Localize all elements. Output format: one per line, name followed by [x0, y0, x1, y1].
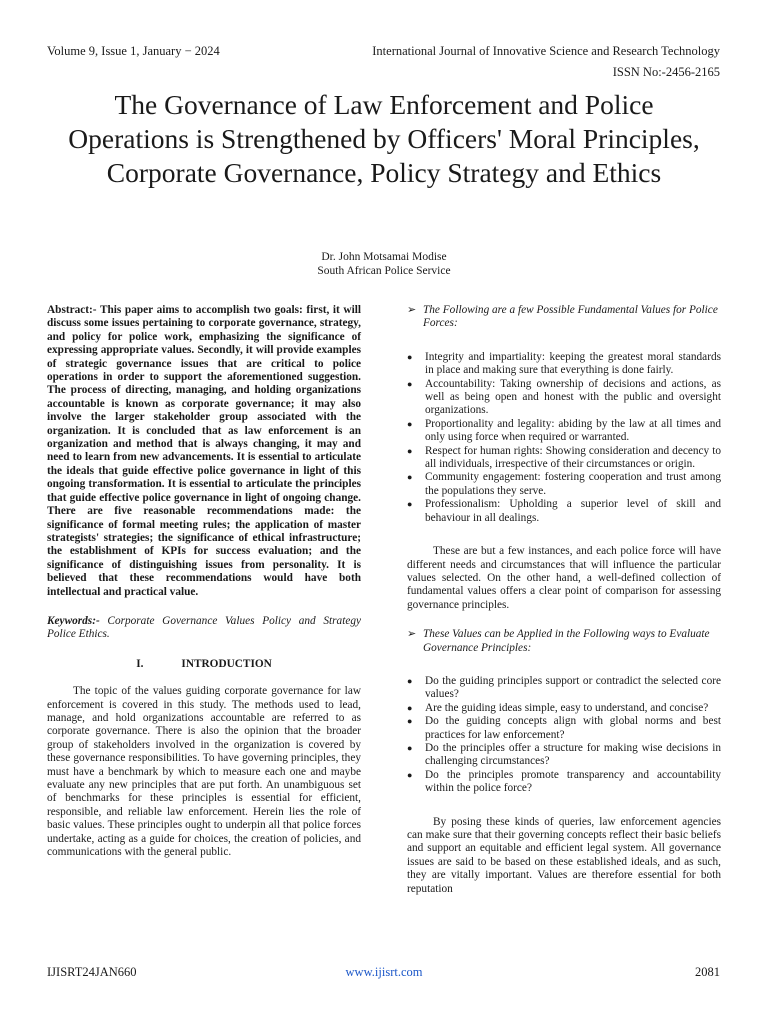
evaluation-list: [407, 675, 721, 796]
section-number: I.: [136, 657, 144, 670]
values-heading: [407, 304, 721, 331]
list-item: ● Do the principles offer a structure for making wise decisions in challenging circumstances?: [407, 741, 721, 768]
introduction-paragraph: The topic of the values guiding corporate governance for law enforcement is covered in this study. The methods used to lead, manage, and hold organizations accountable are referred to as corporate governance. There is also the opinion that the broader group of stakeholders involved in the organization is covered by these governance responsibilities. To have governing principles, they must have a benchmark by which to measure each one and maybe evaluate any new principles that are put forth. An unambiguous set of benchmarks for these principles is essential for efficient, responsible, and reliable law enforcement. Herein lies the role of basic values. These principles ought to underpin all that police forces undertake, acting as a guide for choices, the creation of policies, and communications with the general public.: [47, 685, 361, 859]
bullet-icon: ●: [407, 675, 413, 686]
values-heading-text: The Following are a few Possible Fundamental Values for Police Forces:: [423, 304, 718, 330]
abstract: Abstract:- This paper aims to accomplish two goals: first, it will discuss some issues pertaining to corporate governance, strategy, and policy for police work, emphasizing the significance of expressing appropriate values. Secondly, it will provide examples of strategic governance issues that are critical to police operations in order to support the aforementioned suggestion. The process of directing, managing, and holding organizations accountable is known as corporate governance; it may also involve the larger stakeholder group associated with the organization. It is concluded that as law enforcement is an organization and method that is always changing, it may and need to learn from new advancements. It is essential to articulate the ideals that guide effective police governance in light of this ongoing transformation. It is essential to articulate the principles that guide effective police governance in light of ongoing change. There are five reasonable recommendations made: the significance of formal meeting rules; the application of master strategists' strategies; the significance of ethical infrastructure; the establishment of KPIs for success evaluation; and the significance of distinguishing issues from personality. It is believed that these recommendations would have both intellectual and practical value.: [47, 304, 361, 598]
list-item: ● Professionalism: Upholding a superior level of skill and behaviour in all dealings.: [407, 498, 721, 524]
evaluation-heading-text: These Values can be Applied in the Following ways to Evaluate Governance Principles:: [423, 628, 710, 654]
list-item: ● Respect for human rights: Showing consideration and decency to all individuals, irrespective of their circumstances or origin.: [407, 444, 721, 471]
bullet-icon: ●: [407, 716, 413, 727]
evaluation-paragraph: By posing these kinds of queries, law enforcement agencies can make sure that their governing concepts reflect their basic beliefs and support an equitable and efficient legal system. All governance issues are said to be based on these established ideals, and as such, they are vitally important. Values are therefore essential for both reputation: [407, 815, 721, 895]
list-item: ● Community engagement: fostering cooperation and trust among the populations they serve.: [407, 471, 721, 497]
bullet-icon: ●: [407, 769, 413, 780]
author-name: Dr. John Motsamai Modise: [321, 251, 447, 263]
author-affiliation: South African Police Service: [317, 265, 451, 277]
bullet-icon: ●: [407, 445, 413, 456]
introduction-heading: [47, 658, 361, 671]
list-item: ● Are the guiding ideas simple, easy to understand, and concise?: [407, 701, 709, 714]
values-list: [407, 351, 721, 525]
arrow-bullet-icon: ➢: [407, 304, 417, 316]
bullet-icon: ●: [407, 499, 413, 510]
page-number: 2081: [695, 965, 720, 979]
bullet-icon: ●: [407, 418, 413, 429]
list-item: ● Do the guiding principles support or contradict the selected core values?: [407, 674, 721, 701]
bullet-icon: ●: [407, 472, 413, 483]
bullet-icon: ●: [407, 351, 413, 362]
list-item: ● Do the guiding concepts align with global norms and best practices for law enforcement?: [407, 715, 721, 741]
journal-volume: Volume 9, Issue 1, January − 2024: [47, 44, 220, 58]
evaluation-heading: [407, 628, 721, 655]
values-paragraph: These are but a few instances, and each police force will have different needs and circumstances that will influence the particular values selected. On the other hand, a well-defined collection of fundamental values offers a clear point of comparison for assessing governance principles.: [407, 545, 721, 611]
list-item: ● Integrity and impartiality: keeping the greatest moral standards in place and making sure that everything is done fairly.: [407, 350, 721, 377]
arrow-bullet-icon: ➢: [407, 628, 417, 641]
paper-title: The Governance of Law Enforcement and Police Operations is Strengthened by Officers' Moral Principles, Corporate Governance, Policy Strategy and Ethics: [68, 89, 700, 188]
list-item: ● Accountability: Taking ownership of decisions and actions, as well as being open and honest with the public and oversight organizations.: [407, 377, 721, 417]
bullet-icon: ●: [407, 742, 413, 753]
keywords: [47, 615, 361, 642]
keywords-label: Keywords:-: [47, 614, 100, 627]
paper-code: IJISRT24JAN660: [47, 965, 137, 979]
bullet-icon: ●: [407, 378, 413, 389]
list-item: ● Proportionality and legality: abiding by the law at all times and only using force when required or warranted.: [407, 417, 721, 444]
journal-website-link[interactable]: www.ijisrt.com: [345, 965, 423, 979]
right-column: [407, 304, 721, 896]
keywords-text: Corporate Governance Values Policy and Strategy Police Ethics.: [47, 614, 362, 641]
journal-name: International Journal of Innovative Science and Research Technology: [372, 44, 720, 58]
left-column: [47, 304, 361, 859]
author-block: [0, 250, 768, 278]
bullet-icon: ●: [407, 702, 413, 713]
journal-issn: ISSN No:-2456-2165: [612, 65, 720, 79]
section-title: INTRODUCTION: [181, 657, 272, 670]
list-item: ● Do the principles promote transparency and accountability within the police force?: [407, 768, 721, 795]
